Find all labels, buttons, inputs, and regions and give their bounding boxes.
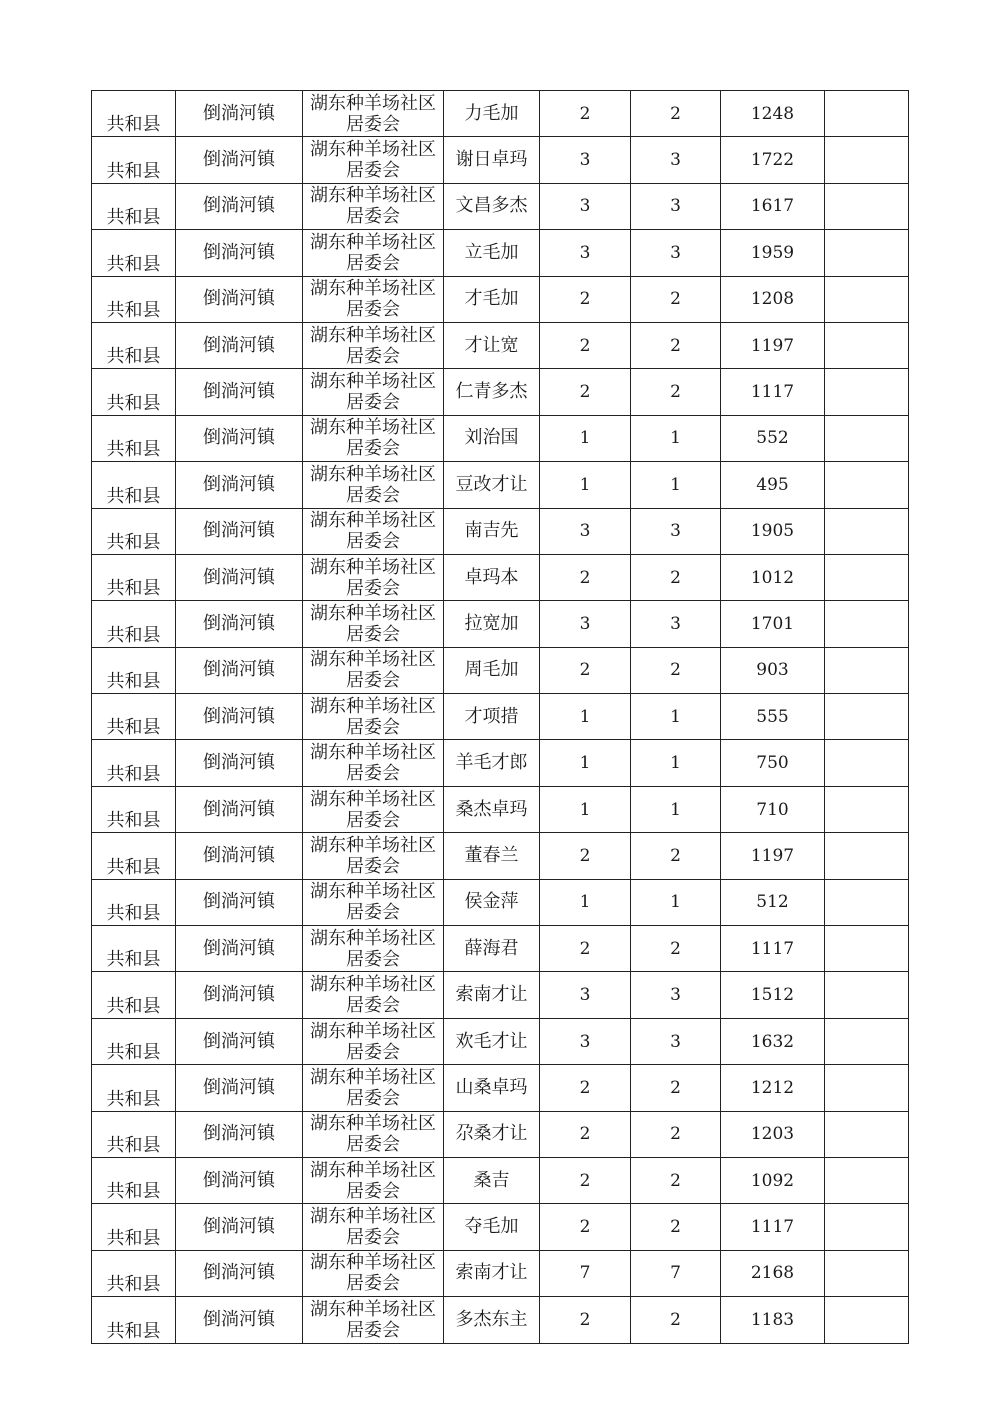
county-cell: 共和县: [92, 1065, 176, 1111]
county-cell: 共和县: [92, 91, 176, 137]
remark-cell: [825, 926, 909, 972]
community-cell: 湖东种羊场社区居委会: [303, 554, 444, 600]
count-cell-b: 1: [631, 462, 721, 508]
table-row: [92, 554, 909, 600]
county-cell: 共和县: [92, 230, 176, 276]
count-cell-b: 2: [631, 91, 721, 137]
county-cell: 共和县: [92, 1111, 176, 1157]
town-cell: 倒淌河镇: [176, 1250, 303, 1296]
remark-cell: [825, 462, 909, 508]
count-cell-a: 3: [540, 1018, 631, 1064]
name-cell: 山桑卓玛: [444, 1065, 540, 1111]
amount-cell: 1212: [721, 1065, 825, 1111]
town-cell: 倒淌河镇: [176, 1065, 303, 1111]
amount-cell: 750: [721, 740, 825, 786]
amount-cell: 512: [721, 879, 825, 925]
name-cell: 谢日卓玛: [444, 137, 540, 183]
town-cell: 倒淌河镇: [176, 137, 303, 183]
name-cell: 周毛加: [444, 647, 540, 693]
community-cell: 湖东种羊场社区居委会: [303, 1297, 444, 1343]
count-cell-b: 2: [631, 554, 721, 600]
amount-cell: 710: [721, 786, 825, 832]
remark-cell: [825, 1204, 909, 1250]
name-cell: 羊毛才郎: [444, 740, 540, 786]
town-cell: 倒淌河镇: [176, 230, 303, 276]
town-cell: 倒淌河镇: [176, 1297, 303, 1343]
count-cell-b: 2: [631, 1157, 721, 1203]
count-cell-b: 1: [631, 786, 721, 832]
amount-cell: 555: [721, 694, 825, 740]
remark-cell: [825, 137, 909, 183]
town-cell: 倒淌河镇: [176, 740, 303, 786]
community-cell: 湖东种羊场社区居委会: [303, 1065, 444, 1111]
amount-cell: 1208: [721, 276, 825, 322]
county-cell: 共和县: [92, 462, 176, 508]
community-cell: 湖东种羊场社区居委会: [303, 833, 444, 879]
table-row: [92, 740, 909, 786]
name-cell: 才毛加: [444, 276, 540, 322]
town-cell: 倒淌河镇: [176, 647, 303, 693]
count-cell-b: 1: [631, 415, 721, 461]
remark-cell: [825, 322, 909, 368]
beneficiary-table: [91, 90, 909, 1344]
remark-cell: [825, 647, 909, 693]
community-cell: 湖东种羊场社区居委会: [303, 276, 444, 322]
community-cell: 湖东种羊场社区居委会: [303, 1157, 444, 1203]
name-cell: 文昌多杰: [444, 183, 540, 229]
name-cell: 才项措: [444, 694, 540, 740]
remark-cell: [825, 415, 909, 461]
count-cell-a: 2: [540, 322, 631, 368]
community-cell: 湖东种羊场社区居委会: [303, 137, 444, 183]
amount-cell: 1617: [721, 183, 825, 229]
community-cell: 湖东种羊场社区居委会: [303, 508, 444, 554]
table-row: [92, 926, 909, 972]
name-cell: 仁青多杰: [444, 369, 540, 415]
town-cell: 倒淌河镇: [176, 508, 303, 554]
table-row: [92, 1250, 909, 1296]
name-cell: 多杰东主: [444, 1297, 540, 1343]
count-cell-b: 3: [631, 972, 721, 1018]
count-cell-b: 1: [631, 740, 721, 786]
count-cell-a: 2: [540, 1204, 631, 1250]
remark-cell: [825, 694, 909, 740]
name-cell: 夺毛加: [444, 1204, 540, 1250]
count-cell-b: 2: [631, 322, 721, 368]
count-cell-b: 3: [631, 230, 721, 276]
table-row: [92, 1204, 909, 1250]
county-cell: 共和县: [92, 554, 176, 600]
town-cell: 倒淌河镇: [176, 879, 303, 925]
town-cell: 倒淌河镇: [176, 183, 303, 229]
amount-cell: 2168: [721, 1250, 825, 1296]
county-cell: 共和县: [92, 415, 176, 461]
table-row: [92, 694, 909, 740]
county-cell: 共和县: [92, 972, 176, 1018]
count-cell-a: 1: [540, 462, 631, 508]
name-cell: 力毛加: [444, 91, 540, 137]
amount-cell: 1117: [721, 369, 825, 415]
count-cell-b: 2: [631, 1065, 721, 1111]
amount-cell: 1959: [721, 230, 825, 276]
count-cell-a: 1: [540, 415, 631, 461]
community-cell: 湖东种羊场社区居委会: [303, 1204, 444, 1250]
table-row: [92, 786, 909, 832]
county-cell: 共和县: [92, 879, 176, 925]
county-cell: 共和县: [92, 786, 176, 832]
table-row: [92, 276, 909, 322]
name-cell: 董春兰: [444, 833, 540, 879]
town-cell: 倒淌河镇: [176, 276, 303, 322]
community-cell: 湖东种羊场社区居委会: [303, 183, 444, 229]
remark-cell: [825, 91, 909, 137]
community-cell: 湖东种羊场社区居委会: [303, 601, 444, 647]
community-cell: 湖东种羊场社区居委会: [303, 322, 444, 368]
community-cell: 湖东种羊场社区居委会: [303, 1018, 444, 1064]
count-cell-a: 3: [540, 183, 631, 229]
remark-cell: [825, 833, 909, 879]
count-cell-a: 2: [540, 647, 631, 693]
count-cell-b: 3: [631, 601, 721, 647]
table-row: [92, 647, 909, 693]
remark-cell: [825, 508, 909, 554]
county-cell: 共和县: [92, 694, 176, 740]
table-row: [92, 833, 909, 879]
name-cell: 才让宽: [444, 322, 540, 368]
name-cell: 南吉先: [444, 508, 540, 554]
amount-cell: 1632: [721, 1018, 825, 1064]
amount-cell: 1092: [721, 1157, 825, 1203]
count-cell-b: 3: [631, 183, 721, 229]
count-cell-a: 2: [540, 554, 631, 600]
count-cell-a: 2: [540, 1111, 631, 1157]
town-cell: 倒淌河镇: [176, 833, 303, 879]
amount-cell: 1197: [721, 322, 825, 368]
town-cell: 倒淌河镇: [176, 554, 303, 600]
count-cell-b: 3: [631, 137, 721, 183]
name-cell: 卓玛本: [444, 554, 540, 600]
count-cell-a: 2: [540, 1065, 631, 1111]
amount-cell: 1701: [721, 601, 825, 647]
remark-cell: [825, 740, 909, 786]
community-cell: 湖东种羊场社区居委会: [303, 91, 444, 137]
table-row: [92, 1065, 909, 1111]
town-cell: 倒淌河镇: [176, 1111, 303, 1157]
count-cell-b: 2: [631, 276, 721, 322]
table-row: [92, 972, 909, 1018]
remark-cell: [825, 554, 909, 600]
name-cell: 桑吉: [444, 1157, 540, 1203]
community-cell: 湖东种羊场社区居委会: [303, 972, 444, 1018]
table-row: [92, 1157, 909, 1203]
community-cell: 湖东种羊场社区居委会: [303, 230, 444, 276]
table-row: [92, 322, 909, 368]
name-cell: 薛海君: [444, 926, 540, 972]
amount-cell: 1203: [721, 1111, 825, 1157]
count-cell-b: 1: [631, 879, 721, 925]
count-cell-b: 7: [631, 1250, 721, 1296]
county-cell: 共和县: [92, 137, 176, 183]
table-row: [92, 183, 909, 229]
count-cell-b: 2: [631, 1204, 721, 1250]
remark-cell: [825, 1250, 909, 1296]
town-cell: 倒淌河镇: [176, 1157, 303, 1203]
county-cell: 共和县: [92, 926, 176, 972]
county-cell: 共和县: [92, 601, 176, 647]
name-cell: 索南才让: [444, 1250, 540, 1296]
amount-cell: 1512: [721, 972, 825, 1018]
town-cell: 倒淌河镇: [176, 1018, 303, 1064]
remark-cell: [825, 786, 909, 832]
county-cell: 共和县: [92, 1018, 176, 1064]
remark-cell: [825, 276, 909, 322]
table-row: [92, 1018, 909, 1064]
community-cell: 湖东种羊场社区居委会: [303, 879, 444, 925]
community-cell: 湖东种羊场社区居委会: [303, 926, 444, 972]
remark-cell: [825, 1065, 909, 1111]
remark-cell: [825, 183, 909, 229]
count-cell-a: 1: [540, 740, 631, 786]
remark-cell: [825, 369, 909, 415]
name-cell: 拉宽加: [444, 601, 540, 647]
community-cell: 湖东种羊场社区居委会: [303, 369, 444, 415]
amount-cell: 1722: [721, 137, 825, 183]
community-cell: 湖东种羊场社区居委会: [303, 647, 444, 693]
count-cell-a: 3: [540, 972, 631, 1018]
amount-cell: 495: [721, 462, 825, 508]
count-cell-b: 2: [631, 1297, 721, 1343]
town-cell: 倒淌河镇: [176, 322, 303, 368]
table-row: [92, 1297, 909, 1343]
town-cell: 倒淌河镇: [176, 369, 303, 415]
county-cell: 共和县: [92, 369, 176, 415]
county-cell: 共和县: [92, 1157, 176, 1203]
remark-cell: [825, 1111, 909, 1157]
count-cell-b: 3: [631, 1018, 721, 1064]
remark-cell: [825, 972, 909, 1018]
count-cell-b: 3: [631, 508, 721, 554]
town-cell: 倒淌河镇: [176, 462, 303, 508]
community-cell: 湖东种羊场社区居委会: [303, 740, 444, 786]
county-cell: 共和县: [92, 647, 176, 693]
count-cell-b: 2: [631, 369, 721, 415]
county-cell: 共和县: [92, 276, 176, 322]
name-cell: 侯金萍: [444, 879, 540, 925]
county-cell: 共和县: [92, 1250, 176, 1296]
count-cell-a: 7: [540, 1250, 631, 1296]
amount-cell: 1117: [721, 926, 825, 972]
county-cell: 共和县: [92, 508, 176, 554]
town-cell: 倒淌河镇: [176, 1204, 303, 1250]
count-cell-a: 1: [540, 786, 631, 832]
amount-cell: 552: [721, 415, 825, 461]
count-cell-a: 2: [540, 91, 631, 137]
table-row: [92, 601, 909, 647]
amount-cell: 903: [721, 647, 825, 693]
table-row: [92, 91, 909, 137]
name-cell: 尕桑才让: [444, 1111, 540, 1157]
count-cell-b: 2: [631, 926, 721, 972]
table-row: [92, 879, 909, 925]
name-cell: 豆改才让: [444, 462, 540, 508]
count-cell-a: 3: [540, 137, 631, 183]
name-cell: 索南才让: [444, 972, 540, 1018]
town-cell: 倒淌河镇: [176, 972, 303, 1018]
remark-cell: [825, 601, 909, 647]
town-cell: 倒淌河镇: [176, 694, 303, 740]
count-cell-b: 1: [631, 694, 721, 740]
name-cell: 刘治国: [444, 415, 540, 461]
community-cell: 湖东种羊场社区居委会: [303, 786, 444, 832]
name-cell: 桑杰卓玛: [444, 786, 540, 832]
town-cell: 倒淌河镇: [176, 601, 303, 647]
county-cell: 共和县: [92, 1204, 176, 1250]
remark-cell: [825, 1157, 909, 1203]
count-cell-a: 3: [540, 601, 631, 647]
county-cell: 共和县: [92, 322, 176, 368]
amount-cell: 1183: [721, 1297, 825, 1343]
county-cell: 共和县: [92, 183, 176, 229]
name-cell: 立毛加: [444, 230, 540, 276]
town-cell: 倒淌河镇: [176, 91, 303, 137]
table-row: [92, 137, 909, 183]
count-cell-a: 1: [540, 879, 631, 925]
name-cell: 欢毛才让: [444, 1018, 540, 1064]
table-row: [92, 415, 909, 461]
community-cell: 湖东种羊场社区居委会: [303, 1111, 444, 1157]
remark-cell: [825, 1018, 909, 1064]
table-row: [92, 1111, 909, 1157]
count-cell-b: 2: [631, 1111, 721, 1157]
community-cell: 湖东种羊场社区居委会: [303, 1250, 444, 1296]
amount-cell: 1117: [721, 1204, 825, 1250]
count-cell-a: 2: [540, 276, 631, 322]
count-cell-a: 2: [540, 926, 631, 972]
community-cell: 湖东种羊场社区居委会: [303, 415, 444, 461]
count-cell-a: 3: [540, 508, 631, 554]
county-cell: 共和县: [92, 740, 176, 786]
table-row: [92, 230, 909, 276]
community-cell: 湖东种羊场社区居委会: [303, 694, 444, 740]
community-cell: 湖东种羊场社区居委会: [303, 462, 444, 508]
town-cell: 倒淌河镇: [176, 926, 303, 972]
table-row: [92, 369, 909, 415]
amount-cell: 1197: [721, 833, 825, 879]
count-cell-a: 2: [540, 1297, 631, 1343]
count-cell-a: 2: [540, 1157, 631, 1203]
town-cell: 倒淌河镇: [176, 415, 303, 461]
count-cell-a: 2: [540, 369, 631, 415]
amount-cell: 1012: [721, 554, 825, 600]
county-cell: 共和县: [92, 1297, 176, 1343]
town-cell: 倒淌河镇: [176, 786, 303, 832]
table-body: [92, 91, 909, 1344]
count-cell-a: 3: [540, 230, 631, 276]
count-cell-a: 2: [540, 833, 631, 879]
remark-cell: [825, 1297, 909, 1343]
count-cell-b: 2: [631, 647, 721, 693]
count-cell-a: 1: [540, 694, 631, 740]
remark-cell: [825, 879, 909, 925]
table-row: [92, 508, 909, 554]
remark-cell: [825, 230, 909, 276]
amount-cell: 1905: [721, 508, 825, 554]
amount-cell: 1248: [721, 91, 825, 137]
county-cell: 共和县: [92, 833, 176, 879]
table-row: [92, 462, 909, 508]
count-cell-b: 2: [631, 833, 721, 879]
